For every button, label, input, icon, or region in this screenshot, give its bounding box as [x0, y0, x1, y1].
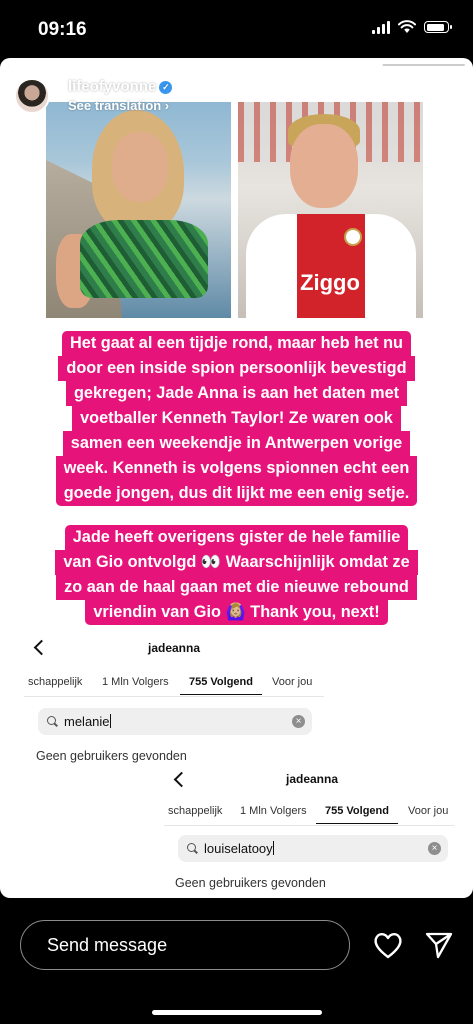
story-progress-bar: [8, 64, 465, 66]
caption-line: voetballer Kenneth Taylor! Ze waren ook: [72, 406, 401, 431]
search-input: [38, 708, 312, 735]
caption-line: week. Kenneth is volgens spionnen echt een: [56, 456, 418, 481]
clear-search-icon: ×: [428, 842, 441, 855]
send-message-placeholder: Send message: [47, 935, 168, 955]
story-reply-bar: [0, 898, 473, 1024]
embedded-screenshot-1: [24, 632, 324, 772]
caption-line: samen een weekendje in Antwerpen vorige: [63, 431, 410, 456]
tab-following: 755 Volgend: [316, 805, 398, 824]
story-time-ago: 44m: [210, 80, 238, 96]
no-results-text: Geen gebruikers gevonden: [175, 876, 326, 890]
embedded-screenshot-2: [164, 765, 454, 895]
jersey-sponsor: Ziggo: [300, 270, 360, 295]
battery-icon: [424, 21, 449, 33]
wifi-icon: [398, 20, 416, 34]
clear-search-icon: ×: [292, 715, 305, 728]
more-options-icon[interactable]: •••: [387, 78, 409, 98]
see-translation-link[interactable]: See translation ›: [68, 98, 170, 113]
caption-line: goede jongen, dus dit lijkt me een enig setje.: [56, 481, 418, 506]
search-input: [178, 835, 448, 862]
caption-line: zo aan de haal gaan met die nieuwe rebound: [56, 575, 417, 600]
screenshot-username: jadeanna: [286, 772, 339, 786]
story-caption-1: [0, 331, 473, 506]
status-time: 09:16: [38, 19, 87, 40]
chevron-left-icon: [174, 772, 190, 788]
story-viewer[interactable]: [0, 58, 473, 898]
status-bar: [0, 0, 473, 58]
home-indicator: [152, 1010, 322, 1015]
caption-line: door een inside spion persoonlijk bevestigd: [58, 356, 414, 381]
search-value: melanie: [64, 714, 110, 729]
send-icon[interactable]: [424, 930, 454, 960]
verified-badge-icon: ✓: [159, 81, 172, 94]
close-icon[interactable]: [433, 84, 459, 110]
tab-mutual: schappelijk: [168, 805, 223, 817]
story-username[interactable]: [68, 78, 172, 95]
tab-followers: 1 Mln Volgers: [102, 676, 169, 688]
tab-for-you: Voor jou: [272, 676, 313, 688]
club-badge-icon: [344, 228, 362, 246]
cellular-signal-icon: [372, 20, 390, 34]
username-text: lifeofyvonne: [68, 78, 157, 95]
heart-icon[interactable]: [372, 930, 404, 960]
caption-line: Jade heeft overigens gister de hele familie: [65, 525, 409, 550]
caption-line: vriendin van Gio 🙆🏼‍♀️ Thank you, next!: [85, 600, 387, 625]
story-caption-2: [0, 525, 473, 625]
no-results-text: Geen gebruikers gevonden: [36, 749, 187, 763]
caption-line: Het gaat al een tijdje rond, maar heb het nu: [62, 331, 411, 356]
avatar[interactable]: [14, 78, 50, 114]
send-message-input[interactable]: [20, 920, 350, 970]
search-icon: [47, 716, 56, 725]
caption-line: van Gio ontvolgd 👀 Waarschijnlijk omdat ze: [55, 550, 417, 575]
tab-for-you: Voor jou: [408, 805, 449, 817]
chevron-left-icon: [34, 640, 50, 656]
search-icon: [187, 843, 196, 852]
caption-line: gekregen; Jade Anna is aan het daten met: [66, 381, 407, 406]
story-header: [14, 76, 459, 116]
screenshot-username: jadeanna: [148, 641, 201, 655]
photo-woman-on-boat: [46, 102, 231, 318]
search-value: louiselatooy: [204, 841, 273, 856]
tab-followers: 1 Mln Volgers: [240, 805, 307, 817]
photo-football-player: [238, 102, 423, 318]
tab-mutual: schappelijk: [28, 676, 83, 688]
tab-following: 755 Volgend: [180, 676, 262, 695]
